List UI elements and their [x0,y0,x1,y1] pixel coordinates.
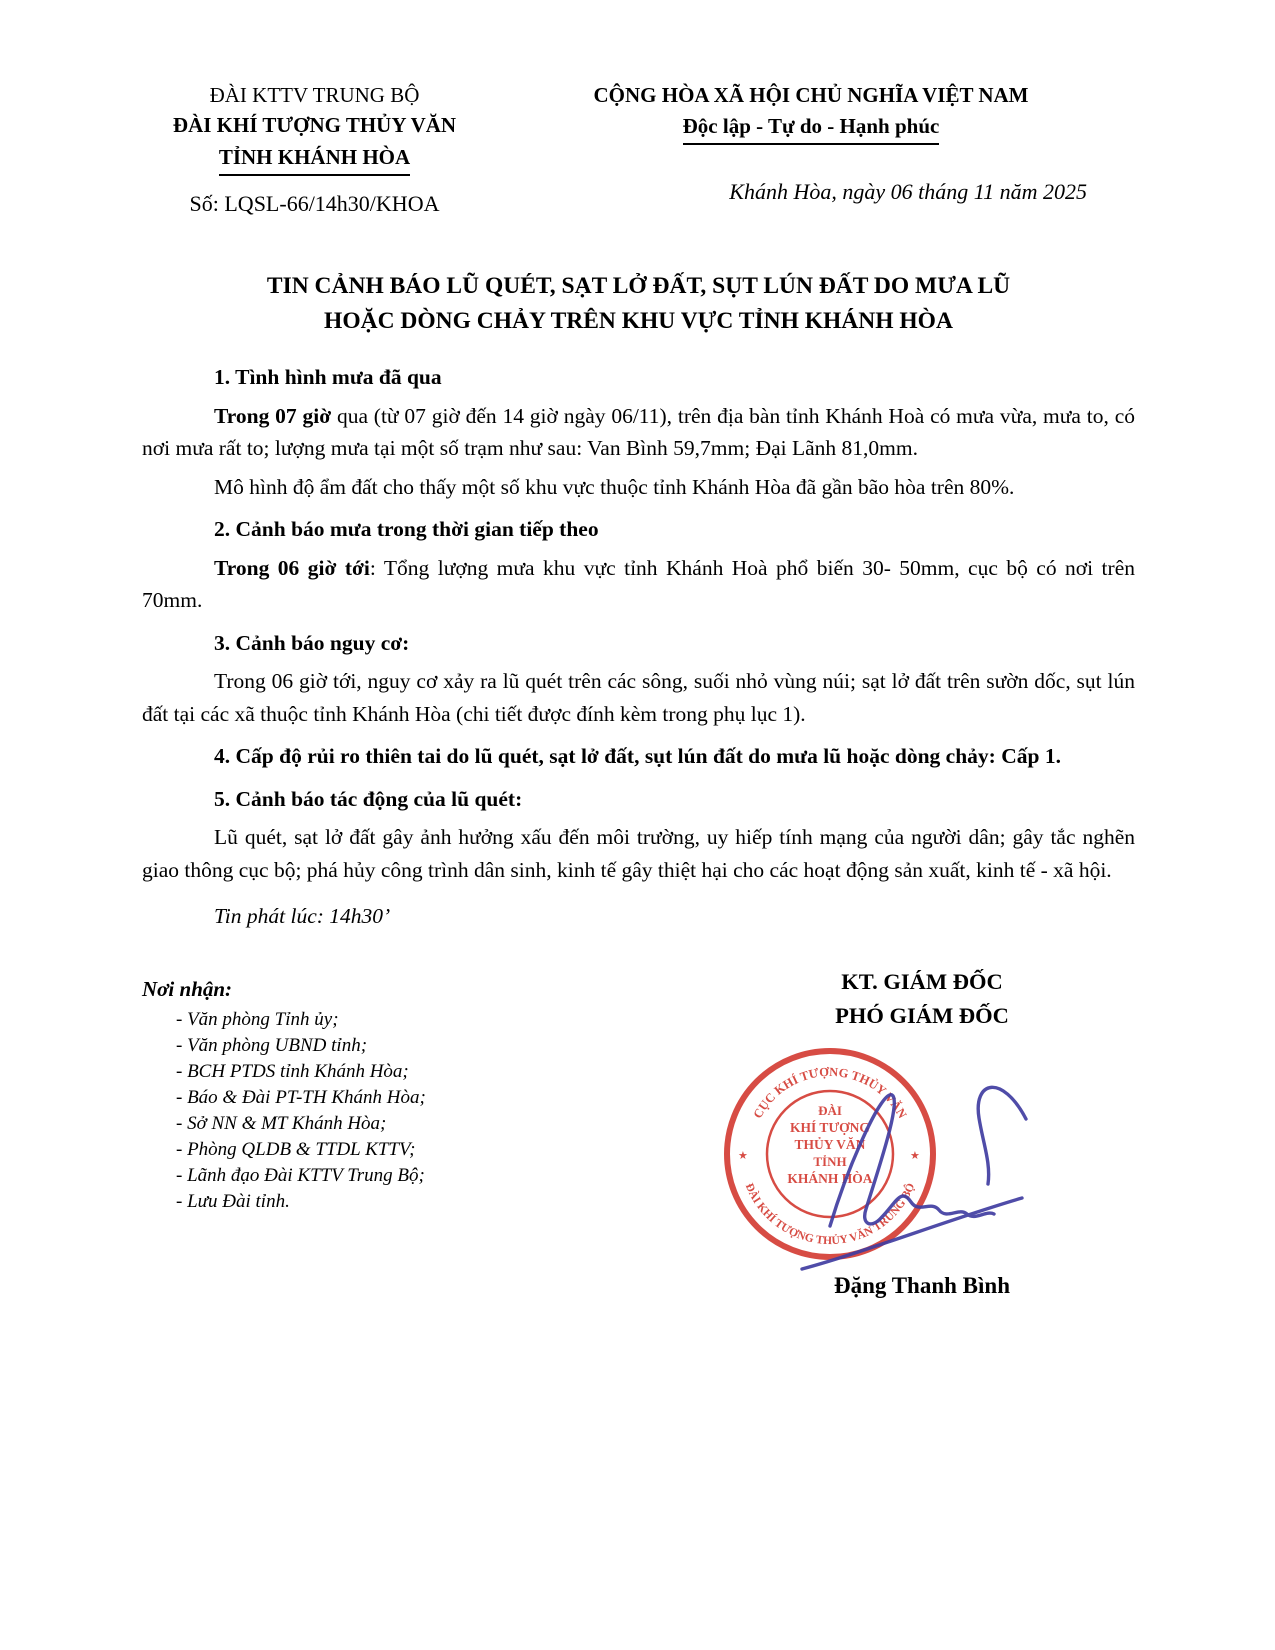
document-body [142,361,1135,933]
section-2-heading: 2. Cảnh báo mưa trong thời gian tiếp theo [214,517,599,541]
handwritten-signature [730,1021,1070,1311]
agency-province: TỈNH KHÁNH HÒA [142,142,487,176]
stamp-center-line1: ĐÀI [818,1102,842,1118]
recipient-item: - Văn phòng Tỉnh ủy; [176,1008,339,1030]
section-1-paragraph-1: Trong 07 giờ qua (từ 07 giờ đến 14 giờ ngày 06/11), trên địa bàn tỉnh Khánh Hoà có mưa vừa, mưa to, có nơi mưa rất to; lượng mưa tại một số trạm như sau: Van Bình 59,7mm; Đại Lãnh 81,0mm. [142,403,1135,460]
national-title: CỘNG HÒA XÃ HỘI CHỦ NGHĨA VIỆT NAM [593,83,1029,107]
document-header [142,80,1135,219]
recipient-item: - Phòng QLDB & TTDL KTTV; [176,1138,416,1160]
recipient-item: - Báo & Đài PT-TH Khánh Hòa; [176,1086,426,1108]
document-title-line1: TIN CẢNH BÁO LŨ QUÉT, SẠT LỞ ĐẤT, SỤT LÚN ĐẤT DO MƯA LŨ [266,273,1011,299]
recipient-item: - Lãnh đạo Đài KTTV Trung Bộ; [176,1164,425,1186]
recipients-block [142,975,562,1215]
section-1-bold-lead: Trong 07 giờ [214,403,332,428]
stamp-ring-top-text: CỤC KHÍ TƯỢNG THỦY VĂN [750,1064,910,1121]
section-2-bold-lead: Trong 06 giờ tới [214,555,370,580]
stamp-star-left: ★ [738,1149,748,1162]
stamp-center-line3: THỦY VĂN [794,1136,866,1152]
section-3-paragraph-1: Trong 06 giờ tới, nguy cơ xảy ra lũ quét trên các sông, suối nhỏ vùng núi; sạt lở đất trên sườn dốc, sụt lún đất tại các xã thuộc tỉnh Khánh Hòa (chi tiết được đính kèm trong phụ lục 1). [142,669,1135,726]
document-title-line2: HOẶC DÒNG CHẢY TRÊN KHU VỰC TỈNH KHÁNH HÒA [324,308,953,334]
recipients-label: Nơi nhận: [142,976,233,1001]
stamp-center-line2: KHÍ TƯỢNG [790,1119,870,1135]
agency-parent-name: ĐÀI KTTV TRUNG BỘ [209,83,420,107]
signature-title-line1: KT. GIÁM ĐỐC [841,968,1003,994]
section-2-paragraph-1: Trong 06 giờ tới: Tổng lượng mưa khu vực tỉnh Khánh Hoà phổ biến 30- 50mm, cục bộ có nơi trên 70mm. [142,555,1135,612]
stamp-star-right: ★ [910,1149,920,1162]
signer-name: Đặng Thanh Bình [833,1272,1010,1298]
stamp-center-line5: KHÁNH HÒA [787,1170,873,1186]
section-1-heading: 1. Tình hình mưa đã qua [214,365,442,389]
recipient-item: - Sở NN & MT Khánh Hòa; [176,1112,387,1134]
recipient-item: - Văn phòng UBND tỉnh; [176,1034,368,1056]
section-3-heading: 3. Cảnh báo nguy cơ: [214,630,410,655]
document-title [142,269,1135,339]
section-5-heading: 5. Cảnh báo tác động của lũ quét: [214,786,523,811]
national-motto-block [487,80,1135,219]
document-number: Số: LQSL-66/14h30/KHOA [189,191,440,216]
agency-name: ĐÀI KHÍ TƯỢNG THỦY VĂN [172,113,457,137]
recipients-list [176,1007,562,1215]
recipient-item: - Lưu Đài tỉnh. [176,1190,290,1212]
section-5-paragraph-1: Lũ quét, sạt lở đất gây ảnh hưởng xấu đến môi trường, uy hiếp tính mạng của người dân; gây tắc nghẽn giao thông cục bộ; phá hủy công trình dân sinh, kinh tế gây thiệt hại cho các hoạt động sản xuất, kinh tế - xã hội. [142,825,1135,882]
signature-title-line2: PHÓ GIÁM ĐỐC [835,1002,1009,1028]
stamp-center-line4: TỈNH [813,1153,847,1169]
dateline: Khánh Hòa, ngày 06 tháng 11 năm 2025 [729,179,1087,204]
stamp-ring-bottom-text: ĐÀI KHÍ TƯỢNG THỦY VĂN TRUNG BỘ [742,1181,918,1247]
issuing-agency-block [142,80,487,219]
issued-time: Tin phát lúc: 14h30’ [214,904,391,928]
recipient-item: - BCH PTDS tỉnh Khánh Hòa; [176,1060,409,1082]
document-footer [142,968,1135,1393]
section-4-heading: 4. Cấp độ rủi ro thiên tai do lũ quét, sạt lở đất, sụt lún đất do mưa lũ hoặc dòng chảy: Cấp 1. [214,744,1061,768]
section-1-paragraph-2: Mô hình độ ẩm đất cho thấy một số khu vực thuộc tỉnh Khánh Hòa đã gần bão hòa trên 80%. [214,474,1015,499]
national-motto: Độc lập - Tự do - Hạnh phúc [487,111,1135,145]
